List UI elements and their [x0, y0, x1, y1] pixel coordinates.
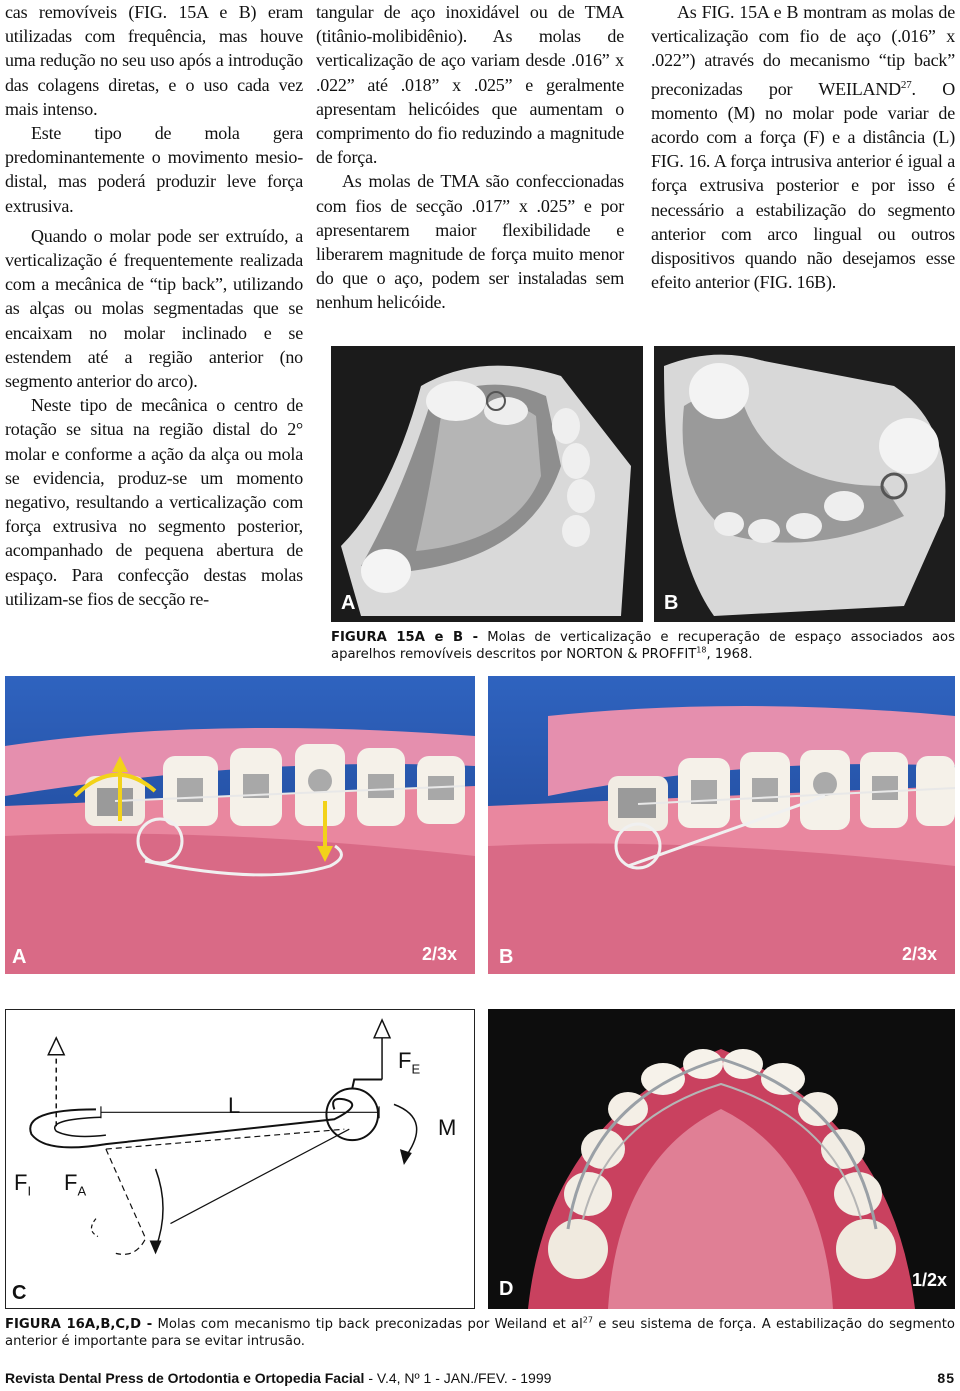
figure-label: C [12, 1282, 27, 1304]
text-column-2 [316, 0, 624, 315]
paragraph: Quando o molar pode ser extruído, a verticalização é frequentemente realizada com a mecânica de “tip back”, utilizando as alças ou molas segmentadas que se encaixam no molar inclinado e se estendem até a região anterior (no segmento anterior do arco). [5, 225, 303, 392]
issue-info: - V.4, Nº 1 - JAN./FEV. - 1999 [364, 1370, 552, 1386]
figure-15b-photo [654, 346, 955, 622]
caption-text: e seu sistema de força. A estabilização do segmento anterior é importante para se evitar intrusão. [5, 1317, 956, 1349]
figure-label: A [341, 592, 356, 614]
magnification-label: 2/3x [422, 944, 458, 964]
dental-cast-removable-appliance-illustration [331, 346, 643, 622]
label-subscript: E [411, 1061, 421, 1077]
force-fe-label [398, 1048, 420, 1076]
label-text: F [64, 1170, 78, 1195]
force-fi-label [14, 1170, 31, 1198]
label-subscript: A [77, 1183, 87, 1199]
reference-number: 18 [696, 645, 707, 655]
paragraph-part: . O momento (M) no molar pode variar de acordo com a força (F) e a distância (L) FIG. 16. A força intrusiva anterior é igual a força extrusiva posterior e por isso é necessário a estabilização do segmento anterior com arco lingual ou outros dispositivos quando não desejamos esse efeito anterior (FIG. 16B). [651, 78, 955, 293]
dental-cast-removable-appliance-illustration [654, 346, 955, 622]
label-text: F [14, 1170, 28, 1195]
page-number: 85 [937, 1370, 955, 1386]
caption-text: , 1968. [706, 647, 753, 662]
caption-text: Molas com mecanismo tip back preconizadas por Weiland et al [152, 1317, 583, 1332]
paragraph-part: As FIG. 15A e B montram as molas de verticalização com fio de aço (.016” x .022”) através do mecanismo “tip back” preconizadas por WEILAND [651, 2, 955, 99]
force-fa-label [64, 1170, 86, 1198]
paragraph: cas removíveis (FIG. 15A e B) eram utilizadas com frequência, mas houve uma redução no seu uso após a introdução das colagens diretas, e o uso cada vez mais intenso. [5, 2, 303, 119]
figure-16a-photo [5, 676, 475, 974]
reference-number: 27 [582, 1315, 593, 1325]
moment-m-label: M [438, 1115, 457, 1140]
caption-lead: FIGURA 15A e B - [331, 630, 479, 645]
label-text: F [398, 1048, 412, 1073]
figure-label: D [499, 1278, 514, 1300]
figure-16d-photo [488, 1009, 955, 1309]
figure-15a-photo [331, 346, 643, 622]
text-column-3 [651, 0, 955, 294]
page-footer [5, 1370, 955, 1386]
figure-16c-diagram [5, 1009, 475, 1309]
paragraph: Este tipo de mola gera predominantemente o movimento mesio-distal, mas poderá produzir leve força extrusiva. [5, 123, 303, 216]
tip-back-spring-photo-illustration [488, 676, 955, 974]
figure-16b-photo [488, 676, 955, 974]
journal-title: Revista Dental Press de Ortodontia e Ortopedia Facial [5, 1370, 365, 1386]
paragraph: Neste tipo de mecânica o centro de rotação se situa na região distal do 2° molar e conforme a ação da alça ou mola se evidencia, produz-se um momento negativo, resultando a verticalização com força extrusiva no segmento posterior, acompanhado de pequena abertura de espaço. Para confecção destas molas utilizam-se fios de secção re- [5, 395, 303, 609]
figure-label: B [664, 592, 679, 614]
text-column-1 [5, 0, 303, 611]
magnification-label: 1/2x [912, 1270, 948, 1290]
reference-number: 27 [900, 78, 912, 91]
figure-15-caption [331, 629, 955, 663]
paragraph: tangular de aço inoxidável ou de TMA (titânio-molibidênio). As molas de verticalização de aço variam desde .016” x .022” até .018” x .025” e geralmente apresentam helicóides que aumentam o comprimento do fio reduzindo a magnitude de força. [316, 2, 624, 168]
label-subscript: I [27, 1183, 32, 1199]
caption-lead: FIGURA 16A,B,C,D - [5, 1317, 153, 1332]
upper-arch-tip-back-photo-illustration [488, 1009, 955, 1309]
magnification-label: 2/3x [902, 944, 938, 964]
paragraph [651, 0, 955, 294]
distance-l-label: L [228, 1093, 241, 1118]
figure-label: B [499, 946, 514, 968]
paragraph: As molas de TMA são confeccionadas com fios de secção .017” x .025” e por apresentarem maior flexibilidade e liberarem magnitude de força muito menor do que o aço, podem ser instaladas sem nenhum helicóide. [316, 171, 624, 313]
caption-text: Molas de verticalização e recuperação de espaço associados aos aparelhos removíveis descritos por NORTON & PROFFIT [331, 630, 956, 662]
tip-back-spring-photo-illustration [5, 676, 475, 974]
figure-label: A [12, 946, 27, 968]
figure-16-caption [5, 1316, 955, 1350]
